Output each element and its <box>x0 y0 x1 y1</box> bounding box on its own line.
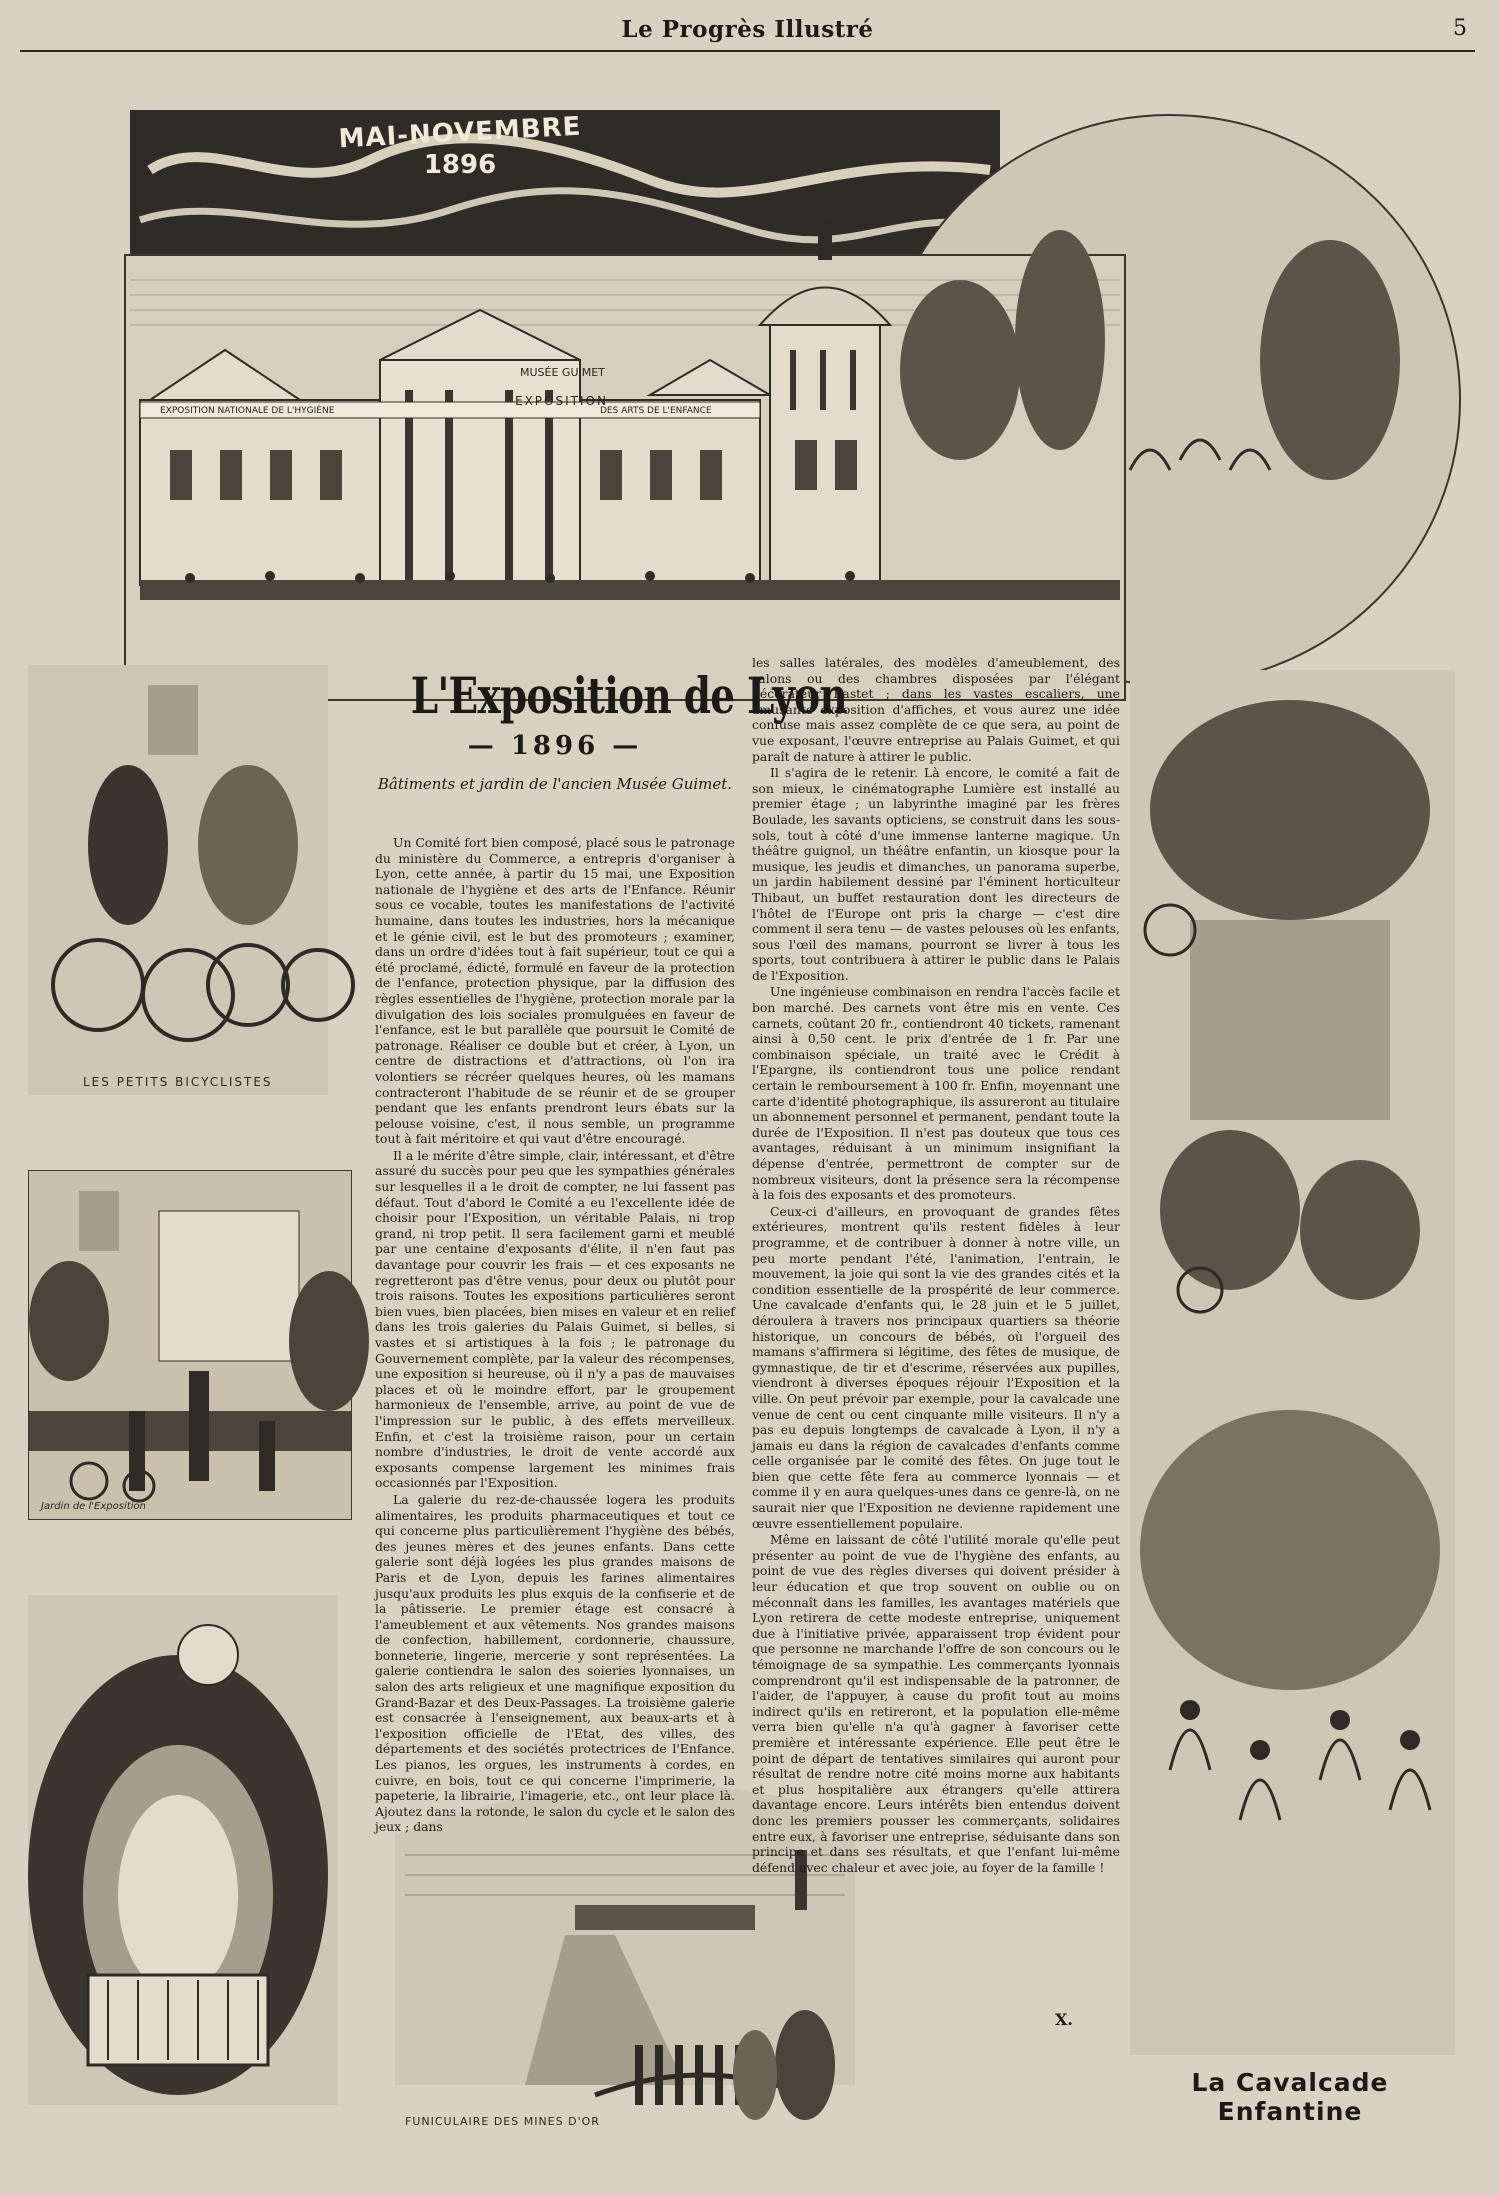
article-column-1 <box>375 835 735 1835</box>
page-number: 5 <box>1453 16 1467 41</box>
bicyclists-drawing <box>28 665 328 1095</box>
masthead <box>20 10 1475 52</box>
cavalcade-illustration <box>1130 670 1455 2055</box>
article-paragraph: Un Comité fort bien composé, placé sous le patronage du ministère du Commerce, a entrepris d'organiser à Lyon, cette année, à partir du 15 mai, une Exposition nationale de l'hygiène et des arts de l'Enfance. Réunir sous ce vocable, toutes les manifestations de l'activité humaine, dans toutes les industries, hors la mécanique et le génie civil, est le but des promoteurs ; examiner, dans un ordre d'idées tout à fait supérieur, tout ce qui a été proclamé, édicté, formulé en faveur de la protection de l'enfance, protection physique, par la diffusion des règles essentielles de l'hygiène, protection morale par la divulgation des lois sociales promulguées en faveur de l'enfance, est le but parallèle que poursuit le Comité de patronage. Réaliser ce double but et créer, à Lyon, un centre de distractions et d'attractions, où l'on ira volontiers se récréer quelques heures, où les mamans contracteront l'habitude de se réunir et de se grouper pendant que les enfants prendront leurs ébats sur la pelouse voisine, c'est, il nous semble, un programme tout à fait méritoire et qui vaut d'être encouragé. <box>375 835 735 1147</box>
facade-sign-right: DES ARTS DE L'ENFANCE <box>600 406 712 416</box>
article-paragraph: Ceux-ci d'ailleurs, en provoquant de grandes fêtes extérieures, montrent qu'ils restent fidèles à leur programme, et de contribuer à donner à notre ville, un peu morte pendant l'été, l'animation, l'entrain, le mouvement, la joie qui sont la vie des grandes cités et la condition essentielle de la prospérité de leur commerce. Une cavalcade d'enfants qui, le 28 juin et le 5 juillet, déroulera à travers nos principaux quartiers sa théorie historique, un concours de bébés, où l'orgueil des mamans s'affirmera si légitime, des fêtes de musique, de gymnastique, de tir et d'escrime, réservées aux pupilles, viendront à diverses époques réjouir l'Exposition et la ville. On peut prévoir par exemple, pour la cavalcade une venue de cent ou cent cinquante mille visiteurs. Il n'y a pas eu depuis longtemps de cavalcade à Lyon, il n'y a jamais eu dans la région de cavalcades d'enfants comme celle organisée par le comité des fêtes. On juge tout le bien que cette fête fera au commerce lyonnais — et comme il y en aura quelques-unes dans ce genre-là, on ne saurait nier que l'Exposition ne devienne rapidement une œuvre essentiellement populaire. <box>752 1203 1120 1531</box>
exhibition-dates: MAI-NOVEMBRE 1896 <box>337 111 583 180</box>
hero-illustration <box>130 110 1455 670</box>
palace-drawing <box>130 110 1455 670</box>
cradle-illustration <box>28 1595 338 2105</box>
garden-drawing <box>29 1171 351 1519</box>
article-title: L'Exposition de Lyon <box>410 666 848 725</box>
article-paragraph: La galerie du rez-de-chaussée logera les produits alimentaires, les produits pharmaceutiques et tout ce qui concerne plus particulièrement l'hygiène des bébés, des jeunes mères et des jeunes enfants. Dans cette galerie sont déjà logées les plus grandes maisons de Paris et de Lyon, depuis les farines alimentaires jusqu'aux produits les plus exquis de la confiserie et de la pâtisserie. Le premier étage est consacré à l'ameublement et aux vêtements. Nos grandes maisons de confection, habillement, cordonnerie, chaussure, bonneterie, lingerie, mercerie y sont représentées. La galerie contiendra le salon des soieries lyonnaises, un salon des arts religieux et une magnifique exposition du Grand-Bazar et des Deux-Passages. La troisième galerie est consacrée à l'enseignement, aux beaux-arts et à l'exposition officielle de l'Etat, des villes, des départements et des sociétés protectrices de l'Enfance. Les pianos, les orgues, les instruments à cordes, en cuivre, en bois, tout ce qui concerne l'imprimerie, la papeterie, la librairie, l'imagerie, etc., ont leur place là. Ajoutez dans la rotonde, le salon du cycle et le salon des jeux ; dans <box>375 1491 735 1835</box>
cradle-drawing <box>28 1595 338 2105</box>
article-paragraph: Il a le mérite d'être simple, clair, intéressant, et d'être assuré du succès pour peu que les sympathies générales sur lesquelles il a le droit de compter, ne lui fassent pas défaut. Tout d'abord le Comité a eu l'excellente idée de choisir pour l'Exposition, un véritable Palais, ni trop grand, ni trop petit. Il sera facilement garni et meublé par une centaine d'exposants d'élite, il n'en faut pas davantage pour couvrir les frais — et ces exposants ne regretteront pas d'être venus, pour deux ou plutôt pour trois raisons. Toutes les expositions particulières seront bien vues, bien placées, bien mises en valeur et en relief dans les trois galeries du Palais Guimet, si belles, si vastes et si artistiques à la fois ; le patronage du Gouvernement complète, par la valeur des récompenses, une exposition si heureuse, où il n'y a pas de mauvaises places et où le moindre effort, par le groupement harmonieux de l'ensemble, arrive, au point de vue de l'impression sur le public, à des effets merveilleux. Enfin, et c'est la troisième raison, pour un certain nombre d'industries, le droit de vente accordé aux exposants compense largement les minimes frais occasionnés par l'Exposition. <box>375 1147 735 1491</box>
article-paragraph: Une ingénieuse combinaison en rendra l'accès facile et bon marché. Des carnets vont être mis en vente. Ces carnets, coûtant 20 fr., contiendront 40 tickets, ramenant ainsi à 0,50 cent. le prix d'entrée de 1 fr. Par une combinaison spéciale, un traité avec le Crédit à l'Epargne, ils contiendront tous une police rendant certain le remboursement à 100 fr. Enfin, moyennant une carte d'identité photographique, ils assureront au titulaire un abonnement personnel et permanent, pendant toute la durée de l'Exposition. Il n'est pas douteux que tous ces avantages, réduisant à un minimum insignifiant la dépense d'entrée, permettront de compter sur de nombreux visiteurs, dont la présence sera la récompense à la fois des exposants et des promoteurs. <box>752 984 1120 1203</box>
caption-bicyclists: LES PETITS BICYCLISTES <box>83 1075 273 1089</box>
garden-illustration <box>28 1170 352 1520</box>
facade-sign-top: MUSÉE GUIMET <box>520 366 605 379</box>
bicyclists-illustration <box>28 665 328 1095</box>
article-paragraph: Même en laissant de côté l'utilité morale qu'elle peut présenter au point de vue de l'hygiène des enfants, au point de vue des règles diverses qui doivent présider à leur éducation et que trop souvent on oublie ou on méconnaît dans les familles, les avantages matériels que Lyon retirera de cette modeste entreprise, uniquement due à l'initiative privée, apparaissent trop évident pour que personne ne marchande l'offre de son concours ou le témoignage de sa sympathie. Les commerçants lyonnais comprendront qu'il est indispensable de la patronner, de l'aider, de l'appuyer, à cause du profit tout au moins indirect qu'ils en retireront, et la population elle-même verra bien qu'elle n'a qu'à gagner à favoriser cette première et intéressante expérience. Elle peut être le point de départ de tentatives similaires qui auront pour résultat de rendre notre cité moins morne aux habitants et plus hospitalière aux étrangers qu'elle attirera davantage encore. Leurs intérêts bien entendus doivent donc les premiers pousser les commerçants, solidaires entre eux, à favoriser une entreprise, séduisante dans son principe et dans ses résultats, et que l'enfant lui-même défend avec chaleur et avec joie, au foyer de la famille ! <box>752 1532 1120 1875</box>
cavalcade-drawing <box>1130 670 1455 2055</box>
facade-sign-main: EXPOSITION <box>515 394 608 408</box>
caption-cavalcade: La Cavalcade Enfantine <box>1191 2068 1389 2126</box>
article-signature: X. <box>1055 2010 1073 2029</box>
article-subtitle: Bâtiments et jardin de l'ancien Musée Guimet. <box>377 775 733 793</box>
article-heading <box>370 665 848 793</box>
article-year: — 1896 — <box>467 731 643 761</box>
article-paragraph: Il s'agira de le retenir. Là encore, le comité a fait de son mieux, le cinématographe Lumière est installé au premier étage ; un labyrinthe imaginé par les frères Boulade, les savants opticiens, se construit dans les sous-sols, tout à côté d'une immense lanterne magique. Un théâtre guignol, un théâtre enfantin, un kiosque pour la musique, les jeudis et dimanches, un panorama superbe, un jardin habilement dessiné par l'éminent horticulteur Thibaut, un buffet restauration dont les directeurs de l'hôtel de l'Europe ont pris la charge — c'est dire comment il sera tenu — de vastes pelouses où les enfants, sous l'œil des mamans, pourront se livrer à tous les sports, tout contribuera à attirer le public dans le Palais de l'Exposition. <box>752 765 1120 983</box>
facade-sign-left: EXPOSITION NATIONALE DE L'HYGIÈNE <box>160 406 335 416</box>
article-paragraph: les salles latérales, des modèles d'ameublement, des salons ou des chambres disposées par l'élégant décorateur Bastet ; dans les vastes escaliers, une amusante exposition d'affiches, et vous aurez une idée confuse mais assez complète de ce que sera, au point de vue exposant, l'œuvre entreprise au Palais Guimet, et qui paraît de nature à attirer le public. <box>752 655 1120 764</box>
article-column-2 <box>752 655 1120 2000</box>
caption-garden: Jardin de l'Exposition <box>41 1501 146 1512</box>
paper-title: Le Progrès Illustré <box>621 16 874 43</box>
caption-funicular: FUNICULAIRE DES MINES D'OR <box>405 2115 600 2128</box>
